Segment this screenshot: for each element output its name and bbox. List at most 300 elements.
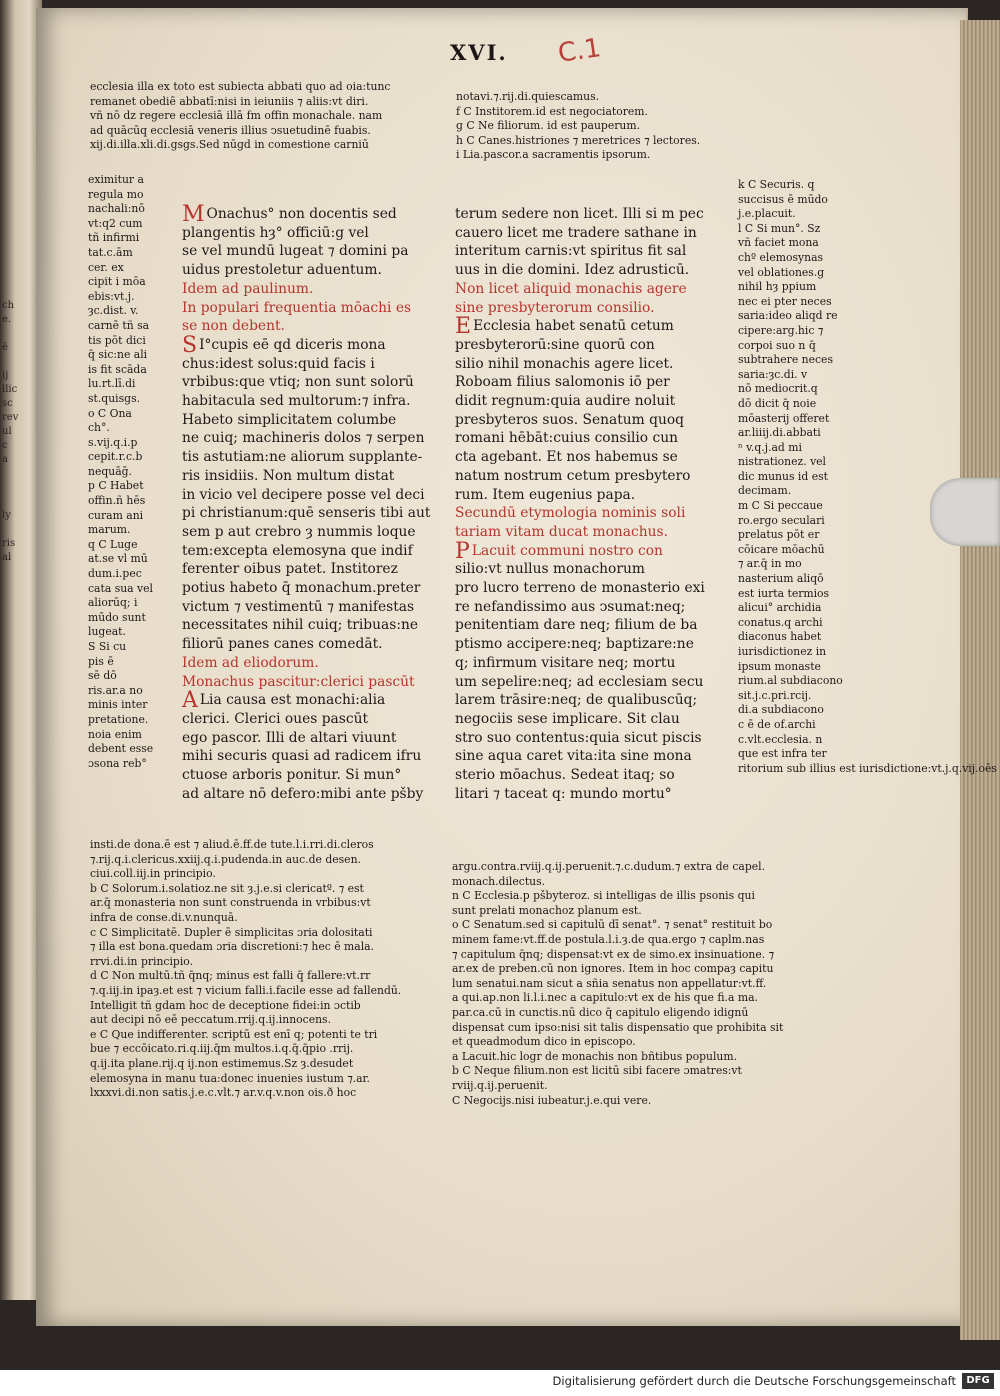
line-text: plangentis hȝ° officiū:g vel — [182, 224, 369, 241]
line-text: tariam vitam ducat monachus. — [455, 523, 668, 540]
line-text: nihil hȝ ppium — [738, 280, 817, 294]
right-margin-gloss-line — [738, 309, 858, 324]
line-text: vt:q2 cum — [88, 216, 143, 230]
left-margin-gloss-line — [88, 217, 178, 232]
line-text: ctuose arboris ponitur. Si mun° — [182, 767, 402, 784]
line-text: vñ faciet mona — [738, 236, 819, 250]
left-page-fragment: ly — [2, 510, 11, 521]
left-margin-gloss-line — [88, 407, 178, 422]
col1-text-line — [182, 332, 454, 358]
left-page-fragment: rev — [2, 412, 19, 423]
line-text: terum sedere non licet. Illi si m pec — [455, 206, 704, 222]
line-text: o C Ona — [88, 406, 132, 420]
line-text: chus:idest solus:quid facis i — [182, 355, 375, 372]
line-text: ⁊.q.iij.in ipaȝ.et est ⁊ vicium falli.i.facile esse ad fallendū. — [90, 983, 402, 997]
line-text: ar.ex de preben.cū non ignores. Item in hoc compaȝ capitu — [452, 962, 774, 976]
line-text: vrbibus:que vtiq; non sunt solorū — [182, 374, 414, 391]
line-text: sem p aut crebro ȝ nummis loque — [182, 523, 416, 540]
left-page-fragment: ris — [2, 538, 16, 549]
col2-text-line — [455, 691, 730, 710]
line-text: Onachus° non docentis sed — [206, 206, 397, 222]
line-text: pretatione. — [88, 712, 149, 726]
bottom-right-gloss-line — [452, 933, 832, 948]
line-text: presbyterorū:sine quorū con — [455, 336, 655, 353]
right-margin-gloss-line — [738, 207, 858, 222]
line-text: is fit scāda — [88, 362, 147, 376]
line-text: dō dicit q̄ noie — [738, 396, 817, 410]
bottom-left-gloss-line — [90, 838, 450, 853]
right-margin-gloss-line — [738, 689, 858, 704]
line-text: tat.c.ām — [88, 245, 133, 259]
line-text: negociis sese implicare. Sit clau — [455, 710, 680, 727]
col1-text-line — [182, 710, 454, 729]
col2-text-line — [455, 242, 730, 261]
col1-text-line — [182, 202, 454, 227]
right-margin-gloss-line — [738, 441, 858, 456]
line-text: nachali:nō — [88, 202, 145, 216]
line-text: ipsum monaste — [738, 659, 821, 673]
col1-text-line — [182, 785, 454, 804]
right-margin-gloss-line — [738, 601, 858, 616]
col2-text-line — [455, 314, 730, 340]
line-text: corpoi suo n q̄ — [738, 338, 816, 352]
line-text: Ecclesia habet senatū cetum — [473, 318, 674, 335]
top-right-gloss-line — [456, 105, 796, 120]
line-text: offin.ñ hēs — [88, 494, 146, 508]
bottom-right-gloss-line — [452, 948, 832, 963]
decorated-initial: E — [455, 314, 472, 340]
decorated-initial: A — [182, 688, 198, 714]
col2-text-line — [455, 729, 730, 748]
left-margin-gloss-line — [88, 231, 178, 246]
col1-text-line — [182, 280, 454, 299]
bottom-left-gloss-line — [90, 1086, 450, 1101]
line-text: que est infra ter — [738, 747, 827, 761]
bottom-left-gloss-line — [90, 896, 450, 911]
line-text: cata sua vel — [88, 581, 153, 595]
line-text: conatus.q archi — [738, 615, 823, 629]
line-text: q̄ sic:ne ali — [88, 348, 148, 362]
line-text: silio nihil monachis agere licet. — [455, 355, 674, 372]
line-text: nō mediocrit.q — [738, 382, 818, 396]
col1-text-line — [182, 688, 454, 714]
line-text: sine presbyterorum consilio. — [455, 299, 655, 316]
left-margin-gloss-line — [88, 625, 178, 640]
left-margin-gloss-line — [88, 523, 178, 538]
bottom-right-gloss-line — [452, 875, 832, 890]
line-text: pi christianum:quē senseris tibi aut — [182, 505, 431, 522]
col2-text-line — [455, 261, 730, 280]
col1-text-line — [182, 448, 454, 467]
decorated-initial: M — [182, 202, 205, 227]
line-text: rum. Item eugenius papa. — [455, 486, 636, 503]
col1-text-line — [182, 542, 454, 561]
right-margin-gloss-line — [738, 484, 858, 499]
col1-text-line — [182, 467, 454, 486]
col2-text-line — [455, 766, 730, 785]
col1-text-line — [182, 560, 454, 579]
col1-text-line — [182, 635, 454, 654]
line-text: et queadmodum dico in episcopo. — [452, 1035, 636, 1049]
left-page-fragment: ij — [2, 370, 9, 381]
col1-text-line — [182, 429, 454, 448]
line-text: e C Que indifferenter. scriptū est enī q; potenti te tri — [90, 1027, 378, 1041]
right-margin-gloss-line — [738, 718, 858, 733]
line-text: ⁊ capitulum q̄nq; dispensat:vt ex de simo.ex insinuatione. ⁊ — [452, 947, 774, 961]
line-text: ar.q̄ monasteria non sunt construenda in vrbibus:vt — [90, 896, 371, 910]
line-text: sē dō — [88, 669, 117, 683]
bottom-left-gloss-line — [90, 911, 450, 926]
line-text: silio:vt nullus monachorum — [455, 561, 645, 578]
right-margin-gloss-line — [738, 251, 858, 266]
line-text: ad altare nō defero:mibi ante pšby — [182, 785, 424, 802]
line-text: Habeto simplicitatem columbe — [182, 411, 397, 428]
bottom-left-gloss-line — [90, 940, 450, 955]
right-margin-gloss-line — [738, 616, 858, 631]
line-text: ciui.coll.iij.in principio. — [90, 867, 216, 881]
line-text: elemosyna in manu tua:donec inuenies iustum ⁊.ar. — [90, 1071, 370, 1085]
line-text: ecclesia illa ex toto est subiecta abbati quo ad oia:tunc — [90, 80, 391, 93]
line-text: Roboam filius salomonis iō per — [455, 374, 670, 391]
right-margin-gloss-line — [738, 761, 997, 777]
bottom-left-gloss-line — [90, 984, 450, 999]
line-text: lxxxvi.di.non satis.j.e.c.vlt.⁊ ar.v.q.v.non ois.ð hoc — [90, 1086, 357, 1100]
line-text: rrvi.di.in principio. — [90, 954, 194, 968]
line-text: sterio mōachus. Sedeat itaq; so — [455, 767, 675, 784]
line-text: uus in die domini. Idez adrusticū. — [455, 262, 690, 279]
page-fore-edge — [960, 20, 1000, 1340]
line-text: h C Canes.histriones ⁊ meretrices ⁊ lectores. — [456, 133, 701, 147]
line-text: Idem ad eliodorum. — [182, 654, 319, 671]
line-text: habitacula sed multorum:⁊ infra. — [182, 393, 411, 410]
left-margin-gloss-line — [88, 538, 178, 553]
col2-text-line — [455, 355, 730, 374]
line-text: marum. — [88, 523, 131, 537]
line-text: rviij.q.ij.peruenit. — [452, 1078, 548, 1092]
col2-text-line — [455, 785, 730, 804]
line-text: In populari frequentia mōachi es — [182, 299, 412, 316]
col2-text-line — [455, 486, 730, 505]
line-text: cepit.r.c.b — [88, 450, 143, 464]
left-margin-gloss-line — [88, 450, 178, 465]
left-margin-gloss-line — [88, 567, 178, 582]
line-text: pro lucro terreno de monasterio exi — [455, 580, 705, 597]
line-text: S Si cu — [88, 640, 127, 653]
right-margin-gloss-line — [738, 674, 858, 689]
line-text: bue ⁊ eccōicato.ri.q.iij.q̄m multos.i.q.q̄.q̄pio .rrij. — [90, 1042, 354, 1056]
left-margin-gloss-line — [88, 742, 178, 757]
left-page-fragment: a — [2, 454, 8, 465]
line-text: saria:ȝc.di. v — [738, 367, 808, 381]
col2-text-line — [455, 373, 730, 392]
line-text: interitum carnis:vt spiritus fit sal — [455, 243, 687, 260]
col1-text-line — [182, 598, 454, 617]
right-margin-gloss-line — [738, 587, 858, 602]
line-text: par.ca.cū in cunctis.nū dico q̄ capitulo eligendo idignū — [452, 1005, 749, 1019]
bottom-left-gloss-line — [90, 999, 450, 1014]
main-text-column-2 — [455, 205, 730, 804]
line-text: regula mo — [88, 187, 144, 201]
col2-text-line — [455, 560, 730, 579]
line-text: larem trāsire:neq; de qualibuscūq; — [455, 692, 698, 709]
right-margin-gloss-line — [738, 193, 858, 208]
line-text: eximitur a — [88, 173, 144, 186]
line-text: st.quisgs. — [88, 391, 141, 405]
line-text: succisus ē mūdo — [738, 192, 828, 206]
line-text: victum ⁊ vestimentū ⁊ manifestas — [182, 598, 415, 615]
line-text: cipere:arg.hic ⁊ — [738, 323, 824, 337]
line-text: uidus prestoletur aduentum. — [182, 262, 382, 279]
line-text: mihi securis quasi ad radicem ifru — [182, 748, 422, 765]
line-text: sunt prelati monachoz planum est. — [452, 903, 642, 917]
col2-text-line — [455, 616, 730, 635]
col1-text-line — [182, 486, 454, 505]
line-text: litari ⁊ taceat q: mundo mortu° — [455, 785, 672, 802]
left-page-fragment: llic — [2, 384, 18, 395]
line-text: ne cuiq; machineris dolos ⁊ serpen — [182, 430, 425, 447]
line-text: Non licet aliquid monachis agere — [455, 280, 687, 297]
line-text: tem:excepta elemosyna que indif — [182, 542, 413, 559]
left-margin-gloss-line — [88, 319, 178, 334]
right-margin-gloss-line — [738, 514, 858, 529]
left-margin-gloss-line — [88, 261, 178, 276]
left-margin-gloss-line — [88, 509, 178, 524]
folio-number: XVI. — [450, 40, 508, 65]
line-text: q; infirmum visitare neq; mortu — [455, 654, 676, 671]
right-margin-gloss-line — [738, 412, 858, 427]
line-text: um sepelire:neq; ad ecclesiam secu — [455, 673, 704, 690]
line-text: nistrationez. vel — [738, 455, 827, 469]
line-text: romani hēbāt:cuius consilio cun — [455, 430, 679, 447]
col2-text-line — [455, 448, 730, 467]
line-text: l C Si mun°. Sz — [738, 221, 821, 235]
line-text: c C Simplicitatē. Dupler ē simplicitas ɔria dolositati — [90, 925, 373, 939]
bottom-right-gloss-line — [452, 1050, 832, 1065]
line-text: decimam. — [738, 484, 792, 498]
right-margin-gloss-line — [738, 645, 858, 660]
right-margin-gloss — [738, 178, 997, 776]
line-text: sit.j.c.pri.rcij. — [738, 688, 812, 702]
col1-text-line — [182, 729, 454, 748]
line-text: mūdo sunt — [88, 610, 146, 624]
line-text: notavi.⁊.rij.di.quiescamus. — [456, 90, 600, 103]
line-text: d C Non multū.tñ q̄nq; minus est falli q̄ fallere:vt.rr — [90, 969, 371, 983]
line-text: ⁿ v.q.j.ad mi — [738, 440, 802, 454]
bottom-left-gloss-line — [90, 882, 450, 897]
line-text: Lia causa est monachi:alia — [199, 692, 386, 709]
left-margin-gloss-line — [88, 465, 178, 480]
col1-text-line — [182, 673, 454, 692]
top-gloss-line — [90, 109, 450, 124]
right-margin-gloss-line — [738, 747, 858, 762]
line-text: xij.di.illa.xli.di.gsgs.Sed nūgd in comestione carniū — [90, 138, 369, 152]
left-margin-gloss-line — [88, 596, 178, 611]
bottom-left-gloss-line — [90, 926, 450, 941]
left-margin-gloss-line — [88, 611, 178, 626]
left-margin-gloss-line — [88, 552, 178, 567]
line-text: penitentiam dare neq; filium de ba — [455, 617, 698, 634]
decorated-initial: P — [455, 538, 470, 564]
left-margin-gloss-line — [88, 582, 178, 597]
line-text: s.vij.q.i.p — [88, 435, 138, 449]
line-text: ptismo accipere:neq; baptizare:ne — [455, 636, 694, 653]
col1-text-line — [182, 355, 454, 374]
left-margin-gloss-line — [88, 728, 178, 743]
line-text: insti.de dona.ē est ⁊ aliud.ē.ff.de tute.l.i.rri.di.cleros — [90, 838, 374, 851]
left-margin-gloss-line — [88, 684, 178, 699]
right-margin-gloss-line — [738, 353, 858, 368]
line-text: cta agebant. Et nos habemus se — [455, 449, 678, 466]
line-text: dum.i.pec — [88, 567, 142, 581]
line-text: C Negocijs.nisi iubeatur.j.e.qui vere. — [452, 1093, 652, 1107]
col1-text-line — [182, 523, 454, 542]
top-right-gloss-line — [456, 119, 796, 134]
right-margin-gloss-line — [738, 382, 858, 397]
line-text: noia enim — [88, 727, 142, 741]
right-margin-gloss-line — [738, 630, 858, 645]
left-margin-gloss-line — [88, 348, 178, 363]
line-text: ȝc.dist. v. — [88, 304, 139, 318]
col2-text-line — [455, 523, 730, 542]
bottom-right-gloss-line — [452, 1094, 832, 1109]
top-gloss-line — [90, 138, 450, 153]
line-text: minem fame:vt.ff.de postula.l.i.ȝ.de qua.ergo ⁊ caplm.nas — [452, 932, 765, 946]
line-text: cer. ex — [88, 260, 124, 274]
line-text: ⁊ ar.q̄ in mo — [738, 557, 802, 571]
line-text: lugeat. — [88, 625, 126, 639]
col2-text-line — [455, 598, 730, 617]
col1-text-line — [182, 654, 454, 673]
right-margin-gloss-line — [738, 324, 858, 339]
right-margin-gloss-line — [738, 178, 858, 193]
line-text: in vicio vel decipere posse vel deci — [182, 486, 425, 503]
line-text: g C Ne filiorum. id est pauperum. — [456, 119, 641, 133]
right-margin-gloss-line — [738, 455, 858, 470]
col2-text-line — [455, 411, 730, 430]
line-text: clerici. Clerici oues pascūt — [182, 710, 369, 727]
bottom-right-gloss-line — [452, 1079, 832, 1094]
col1-text-line — [182, 392, 454, 411]
line-text: vñ nō dz regere ecclesiā illā fm offin monachale. nam — [90, 109, 383, 123]
line-text: lu.rt.lī.di — [88, 377, 136, 391]
line-text: tis pōt dici — [88, 333, 146, 347]
line-text: o C Senatum.sed si capitulū dī senat°. ⁊ senat° restituit bo — [452, 918, 773, 932]
line-text: di.a subdiacono — [738, 703, 824, 717]
line-text: monach.dilectus. — [452, 874, 546, 888]
bottom-left-gloss-line — [90, 1042, 450, 1057]
col1-text-line — [182, 579, 454, 598]
bottom-left-gloss-line — [90, 1072, 450, 1087]
col2-text-line — [455, 224, 730, 243]
right-margin-gloss-line — [738, 397, 858, 412]
line-text: dic munus id est — [738, 469, 828, 483]
col2-text-line — [455, 467, 730, 486]
col1-text-line — [182, 504, 454, 523]
line-text: stro suo contentus:quia sicut piscis — [455, 729, 702, 746]
top-gloss-block — [90, 80, 450, 153]
bottom-left-gloss-line — [90, 853, 450, 868]
line-text: iurisdictionez in — [738, 645, 827, 658]
line-text: prelatus pōt er — [738, 528, 820, 542]
bottom-right-gloss-block — [452, 860, 832, 1108]
line-text: infra de conse.di.v.nunquā. — [90, 910, 238, 924]
line-text: ego pascor. Illi de altari viuunt — [182, 729, 397, 746]
right-margin-gloss-line — [738, 572, 858, 587]
left-margin-gloss-line — [88, 421, 178, 436]
line-text: minis inter — [88, 698, 148, 712]
left-page-fragment: e. — [2, 314, 12, 325]
col2-text-line — [455, 299, 730, 318]
left-margin-gloss-line — [88, 275, 178, 290]
top-right-gloss-line — [456, 148, 796, 163]
left-page-fragment: sc — [2, 398, 13, 409]
line-text: I°cupis eē qd diceris mona — [199, 336, 386, 353]
line-text: q C Luge — [88, 537, 138, 551]
bottom-right-gloss-line — [452, 991, 832, 1006]
left-margin-gloss — [88, 173, 178, 771]
right-margin-gloss-line — [738, 528, 858, 543]
left-margin-gloss-line — [88, 392, 178, 407]
line-text: cōicare mōachū — [738, 542, 825, 556]
left-margin-gloss-line — [88, 377, 178, 392]
bottom-left-gloss-line — [90, 867, 450, 882]
line-text: Secundū etymologia nominis soli — [455, 505, 686, 522]
line-text: re nefandissimo aus ↄsumat:neq; — [455, 598, 686, 615]
line-text: natum nostrum cetum presbytero — [455, 467, 691, 484]
line-text: f C Institorem.id est negociatorem. — [456, 104, 648, 118]
bottom-right-gloss-line — [452, 1064, 832, 1079]
line-text: est iurta termios — [738, 586, 830, 600]
line-text: p C Habet — [88, 479, 144, 493]
right-margin-gloss-line — [738, 280, 858, 295]
right-margin-gloss-line — [738, 470, 858, 485]
bottom-right-gloss-line — [452, 889, 832, 904]
line-text: q.ij.ita plane.rij.q ij.non estimemus.Sz ȝ.desudet — [90, 1056, 354, 1070]
col1-text-line — [182, 411, 454, 430]
col1-text-line — [182, 242, 454, 261]
right-margin-gloss-line — [738, 339, 858, 354]
right-margin-gloss-line — [738, 733, 858, 748]
left-margin-gloss-line — [88, 713, 178, 728]
line-text: a qui.ap.non li.l.i.nec a capitulo:vt ex de his que fi.a ma. — [452, 991, 758, 1005]
line-text: subtrahere neces — [738, 353, 833, 367]
col2-text-line — [455, 392, 730, 411]
line-text: cipit i mōa — [88, 275, 146, 289]
col1-text-line — [182, 766, 454, 785]
line-text: lum senatui.nam sicut a sñia senatus non appellatur:vt.ff. — [452, 976, 767, 990]
line-text: chº elemosynas — [738, 250, 824, 264]
line-text: sine aqua caret vita:ita sine mona — [455, 748, 692, 765]
bottom-left-gloss-line — [90, 1028, 450, 1043]
right-margin-gloss-line — [738, 266, 858, 281]
right-margin-gloss-line — [738, 543, 858, 558]
right-margin-gloss-line — [738, 557, 858, 572]
col2-text-line — [455, 336, 730, 355]
main-text-column-1 — [182, 202, 454, 804]
line-text: remanet obediē abbatī:nisi in ieiuniis ⁊ aliis:vt diri. — [90, 94, 369, 108]
line-text: curam ani — [88, 508, 144, 522]
col1-text-line — [182, 299, 454, 318]
line-text: ɔsona reb° — [88, 756, 147, 770]
line-text: a Lacuit.hic logr de monachis non bñtibus populum. — [452, 1049, 738, 1063]
col2-text-line — [455, 635, 730, 654]
bottom-right-gloss-line — [452, 1021, 832, 1036]
line-text: se non debent. — [182, 318, 285, 335]
left-margin-gloss-line — [88, 290, 178, 305]
line-text: ro.ergo seculari — [738, 513, 825, 527]
left-margin-gloss-line — [88, 640, 178, 655]
right-margin-gloss-line — [738, 426, 858, 441]
